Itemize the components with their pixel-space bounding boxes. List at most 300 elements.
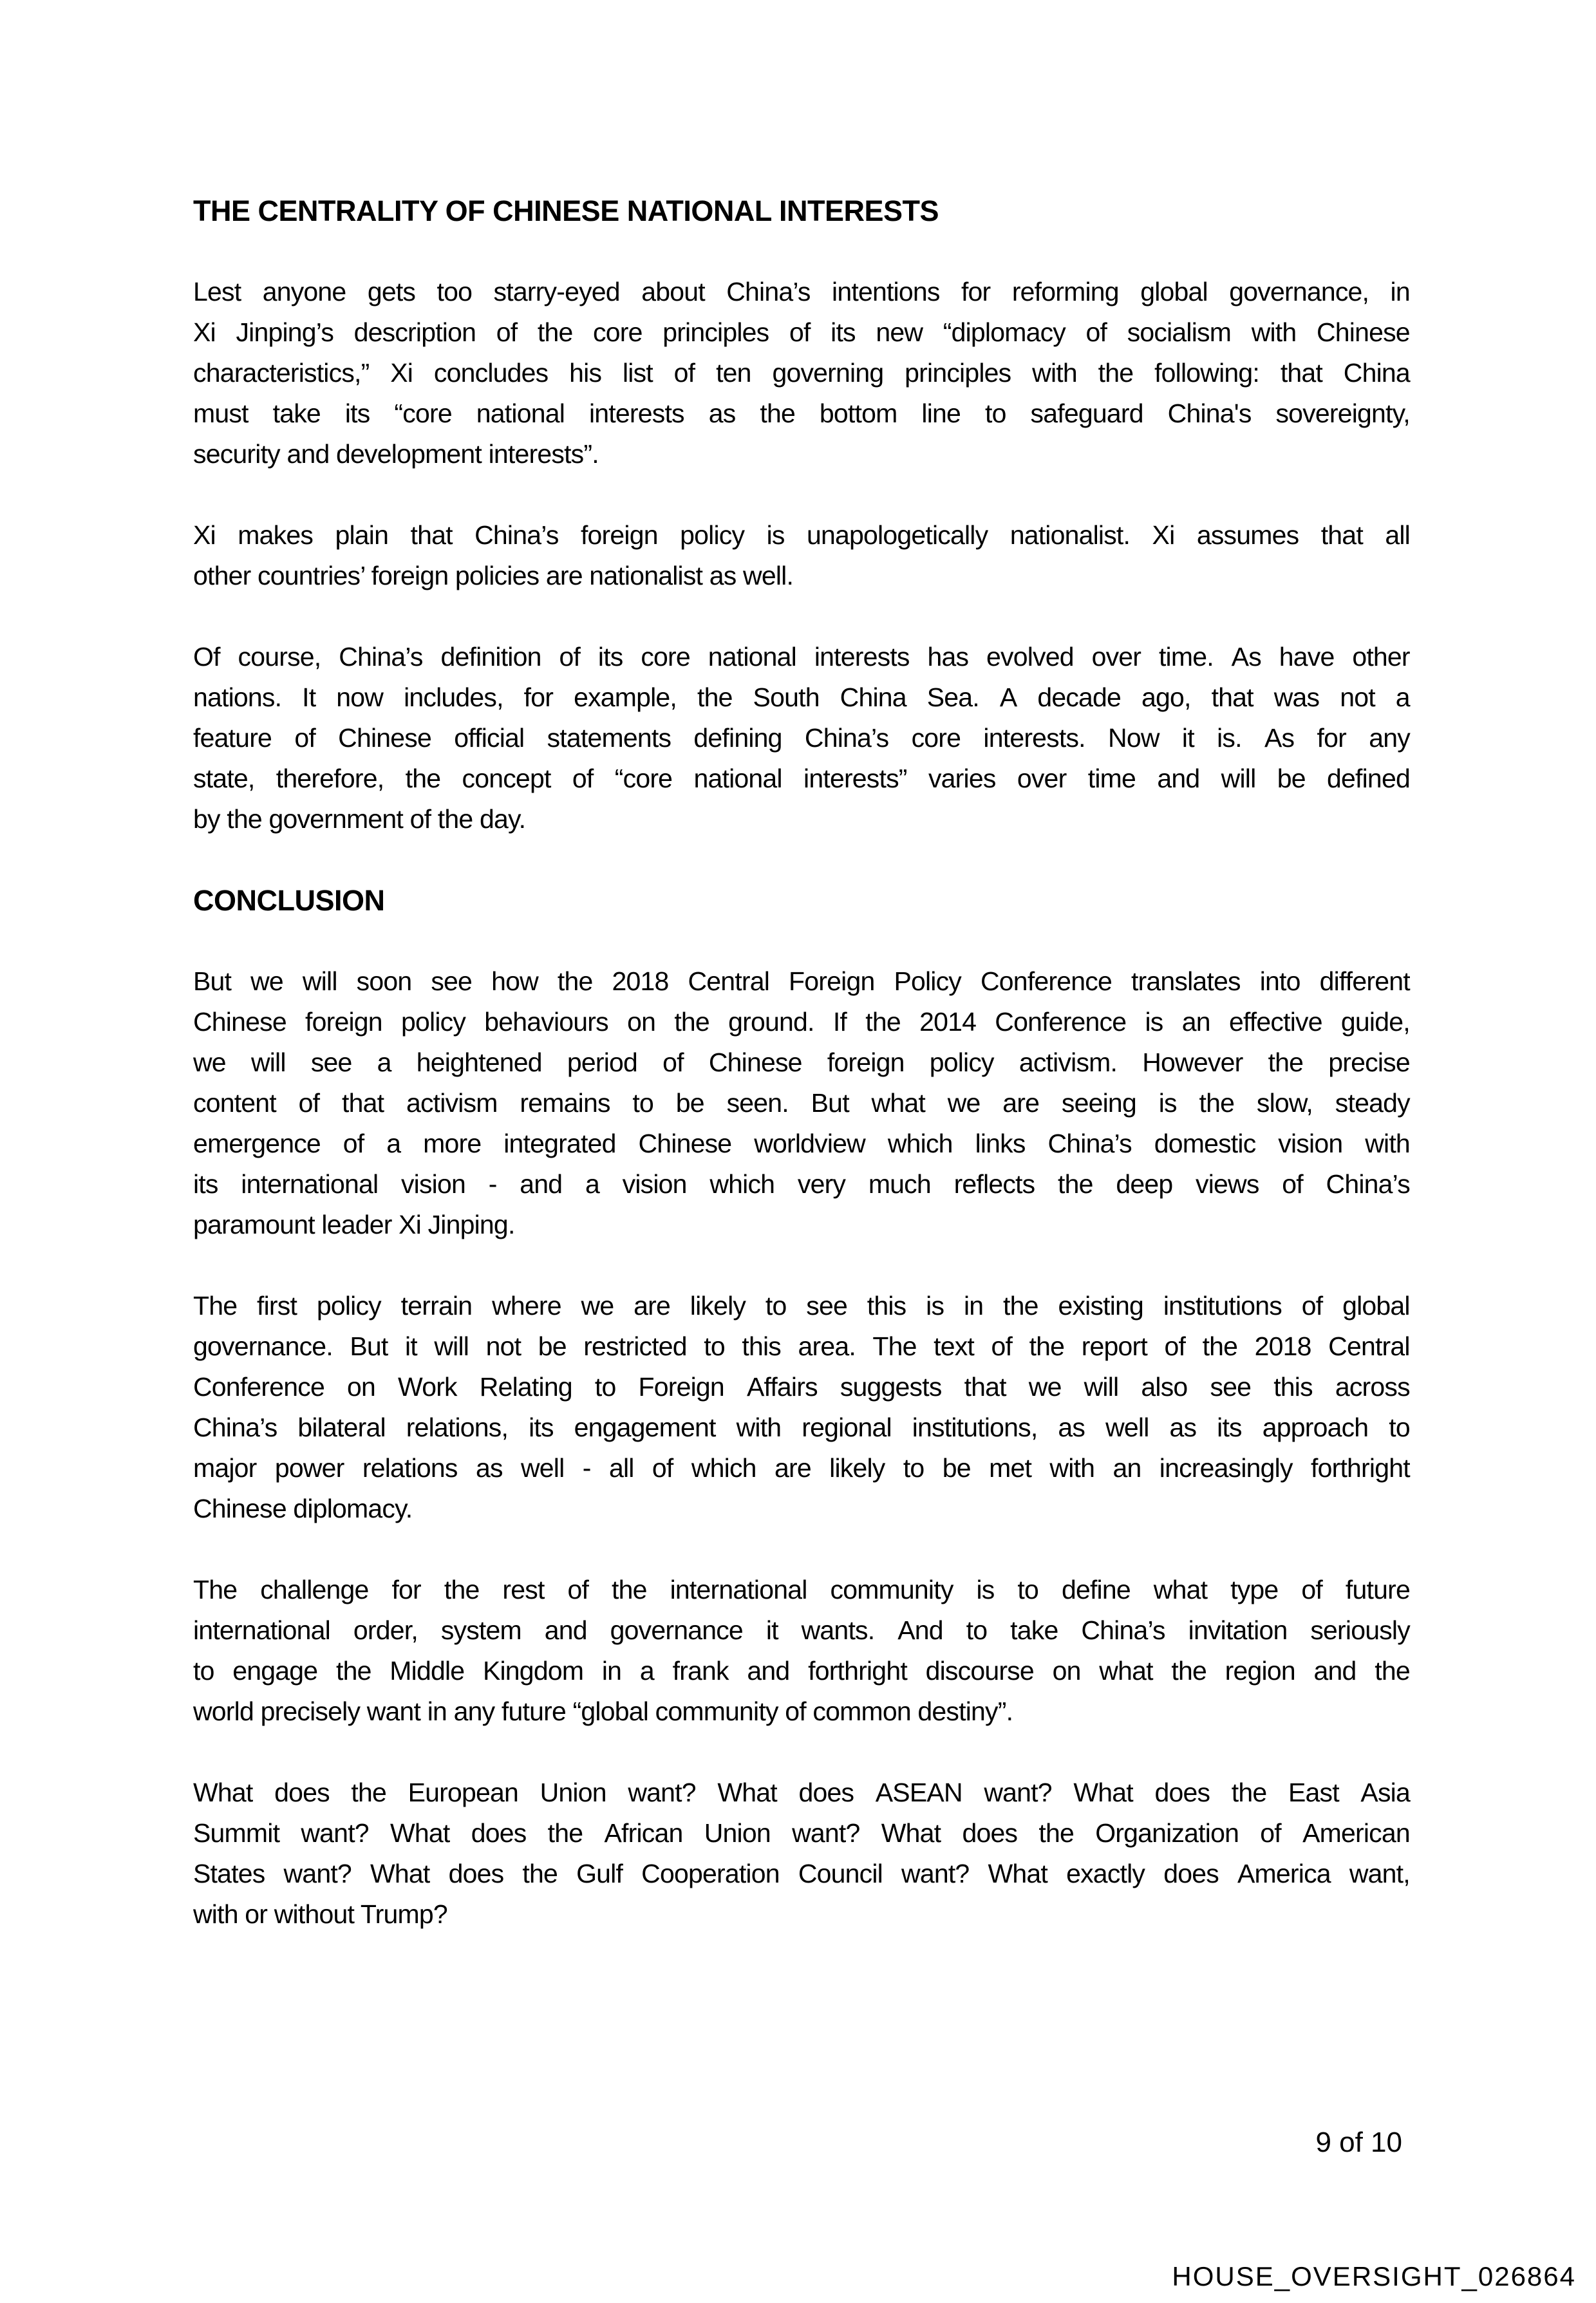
word: Conference: [193, 1372, 324, 1402]
text-line: [193, 1286, 1410, 1326]
word: with: [1032, 358, 1077, 388]
word: approach: [1262, 1413, 1369, 1442]
word: Now: [1108, 723, 1159, 753]
word: Cooperation: [641, 1859, 780, 1888]
word: principles: [662, 317, 769, 347]
text-line: [193, 1123, 1410, 1164]
word: how: [491, 966, 538, 996]
word: system: [440, 1615, 521, 1645]
text-line: paramount leader Xi Jinping.: [193, 1210, 515, 1239]
word: to: [632, 1088, 654, 1118]
word: will: [434, 1331, 469, 1361]
word: well: [1105, 1413, 1149, 1442]
paragraph: [193, 961, 1410, 1245]
word: global: [1342, 1291, 1410, 1321]
word: want?: [283, 1859, 352, 1888]
word: on: [1052, 1656, 1081, 1686]
word: rest: [502, 1575, 545, 1604]
document-content: [193, 191, 1410, 1975]
word: heightened: [416, 1048, 542, 1077]
text-line: [193, 272, 1410, 312]
text-line: [193, 393, 1410, 434]
word: see: [431, 966, 473, 996]
word: Chinese: [193, 1007, 286, 1037]
word: national: [708, 642, 796, 672]
word: South: [753, 682, 820, 712]
text-line: [193, 677, 1410, 718]
paragraph: [193, 637, 1410, 840]
word: global: [1140, 277, 1208, 306]
word: international: [193, 1615, 330, 1645]
word: The: [193, 1291, 238, 1321]
word: sovereignty,: [1275, 399, 1410, 428]
word: where: [492, 1291, 561, 1321]
word: Gulf: [576, 1859, 623, 1888]
word: see: [1210, 1372, 1252, 1402]
word: Chinese: [638, 1129, 732, 1158]
word: are: [774, 1453, 811, 1483]
text-line: [193, 1326, 1410, 1367]
word: plain: [335, 520, 389, 550]
word: are: [1002, 1088, 1040, 1118]
word: the: [697, 682, 733, 712]
word: area.: [798, 1331, 856, 1361]
word: of: [559, 642, 581, 672]
word: foreign: [305, 1007, 382, 1037]
word: for: [961, 277, 991, 306]
word: not: [485, 1331, 521, 1361]
word: order,: [353, 1615, 418, 1645]
word: a: [639, 1656, 654, 1686]
word: engage: [232, 1656, 318, 1686]
word: China’s: [726, 277, 811, 306]
word: does: [448, 1859, 504, 1888]
word: be: [942, 1453, 971, 1483]
word: will: [1084, 1372, 1119, 1402]
text-line: [193, 637, 1410, 677]
word: Conference: [995, 1007, 1127, 1037]
word: suggests: [840, 1372, 942, 1402]
word: Xi: [193, 520, 216, 550]
word: Of: [193, 642, 220, 672]
word: forthright: [1311, 1453, 1410, 1483]
word: soon: [356, 966, 412, 996]
word: the: [1003, 1291, 1038, 1321]
word: a: [377, 1048, 391, 1077]
word: an: [1181, 1007, 1210, 1037]
word: relations,: [406, 1413, 509, 1442]
word: period: [567, 1048, 638, 1077]
word: what: [871, 1088, 925, 1118]
word: of: [789, 317, 811, 347]
word: was: [1273, 682, 1320, 712]
word: we: [250, 966, 283, 996]
word: A: [999, 682, 1017, 712]
word: is: [976, 1575, 995, 1604]
word: the: [351, 1778, 387, 1807]
word: that: [1320, 520, 1363, 550]
word: Xi: [390, 358, 413, 388]
word: its: [529, 1413, 554, 1442]
word: is: [1158, 1088, 1177, 1118]
word: wants.: [801, 1615, 875, 1645]
word: this: [1273, 1372, 1313, 1402]
word: ASEAN: [875, 1778, 962, 1807]
word: an: [1113, 1453, 1141, 1483]
word: it: [1181, 723, 1194, 753]
word: of: [294, 723, 315, 753]
word: Chinese: [1316, 317, 1410, 347]
word: interests”: [803, 764, 907, 793]
word: engagement: [574, 1413, 716, 1442]
word: regional: [802, 1413, 892, 1442]
word: region: [1225, 1656, 1295, 1686]
word: bottom: [819, 399, 897, 428]
word: content: [193, 1088, 276, 1118]
word: Relating: [479, 1372, 572, 1402]
word: Policy: [894, 966, 962, 996]
word: of: [567, 1575, 589, 1604]
word: and: [544, 1615, 587, 1645]
word: all: [1385, 520, 1410, 550]
section-heading-centrality: THE CENTRALITY OF CHINESE NATIONAL INTERESTS: [193, 194, 939, 227]
word: with: [1049, 1453, 1095, 1483]
word: all: [608, 1453, 634, 1483]
word: course,: [238, 642, 321, 672]
word: likely: [690, 1291, 746, 1321]
word: a: [585, 1169, 599, 1199]
word: line: [921, 399, 961, 428]
word: China’s: [804, 723, 889, 753]
word: and: [747, 1656, 790, 1686]
word: is: [1145, 1007, 1163, 1037]
word: be: [538, 1331, 567, 1361]
word: to: [594, 1372, 616, 1402]
word: activism.: [1019, 1048, 1118, 1077]
word: which: [887, 1129, 953, 1158]
word: discourse: [925, 1656, 1034, 1686]
word: has: [927, 642, 969, 672]
word: also: [1141, 1372, 1188, 1402]
word: about: [641, 277, 705, 306]
word: is: [926, 1291, 944, 1321]
word: its: [344, 399, 370, 428]
word: to: [903, 1453, 925, 1483]
word: East: [1288, 1778, 1339, 1807]
word: want?: [901, 1859, 970, 1888]
word: and: [1157, 764, 1200, 793]
word: reflects: [953, 1169, 1035, 1199]
word: too: [437, 277, 473, 306]
word: -: [488, 1169, 497, 1199]
text-line: [193, 1083, 1410, 1123]
word: over: [1091, 642, 1141, 672]
text-line: [193, 1407, 1410, 1448]
word: what: [1099, 1656, 1153, 1686]
word: different: [1319, 966, 1410, 996]
word: What: [717, 1778, 777, 1807]
word: Kingdom: [482, 1656, 584, 1686]
text-line: [193, 1570, 1410, 1610]
word: want,: [1349, 1859, 1410, 1888]
word: of: [298, 1088, 320, 1118]
word: includes,: [404, 682, 503, 712]
word: Union: [704, 1818, 771, 1848]
text-line: [193, 1367, 1410, 1407]
text-line: [193, 515, 1410, 556]
word: gets: [367, 277, 416, 306]
word: relations: [362, 1453, 458, 1483]
word: as: [1169, 1413, 1197, 1442]
word: of: [673, 358, 695, 388]
word: to: [985, 399, 1006, 428]
word: are: [634, 1291, 670, 1321]
word: type: [1230, 1575, 1279, 1604]
word: does: [798, 1778, 854, 1807]
word: its: [831, 317, 856, 347]
word: institutions,: [912, 1413, 1038, 1442]
word: -: [582, 1453, 591, 1483]
word: is: [766, 520, 785, 550]
word: this: [742, 1331, 781, 1361]
word: behaviours: [484, 1007, 608, 1037]
word: China’s: [1047, 1129, 1132, 1158]
word: we: [947, 1088, 981, 1118]
word: text: [934, 1331, 975, 1361]
word: Central: [688, 966, 770, 996]
word: varies: [928, 764, 996, 793]
word: precise: [1328, 1048, 1410, 1077]
word: must: [193, 399, 249, 428]
word: But: [811, 1088, 849, 1118]
word: met: [989, 1453, 1032, 1483]
word: of: [1164, 1331, 1186, 1361]
word: on: [627, 1007, 656, 1037]
word: future: [1345, 1575, 1410, 1604]
word: assumes: [1196, 520, 1299, 550]
text-line: security and development interests”.: [193, 439, 599, 469]
word: take: [1010, 1615, 1058, 1645]
word: concept: [462, 764, 551, 793]
word: exactly: [1066, 1859, 1145, 1888]
word: new: [876, 317, 923, 347]
word: statements: [547, 723, 671, 753]
word: institutions: [1163, 1291, 1282, 1321]
word: as: [1058, 1413, 1085, 1442]
word: unapologetically: [807, 520, 988, 550]
word: the: [1199, 1088, 1235, 1118]
word: the: [1038, 1818, 1074, 1848]
word: activism: [406, 1088, 498, 1118]
word: bilateral: [297, 1413, 386, 1442]
word: a: [386, 1129, 401, 1158]
text-line: [193, 1448, 1410, 1489]
word: What: [390, 1818, 450, 1848]
word: the: [335, 1656, 371, 1686]
word: major: [193, 1453, 257, 1483]
word: this: [867, 1291, 906, 1321]
text-line: [193, 353, 1410, 393]
word: take: [272, 399, 321, 428]
word: 2018: [612, 966, 669, 996]
text-line: [193, 1164, 1410, 1205]
word: emergence: [193, 1129, 321, 1158]
word: seriously: [1310, 1615, 1410, 1645]
word: starry-eyed: [493, 277, 620, 306]
word: decade: [1037, 682, 1122, 712]
word: more: [423, 1129, 482, 1158]
word: Jinping’s: [236, 317, 334, 347]
word: not: [1340, 682, 1375, 712]
text-line: [193, 1042, 1410, 1083]
word: to: [193, 1656, 214, 1686]
word: frank: [672, 1656, 729, 1686]
word: the: [1171, 1656, 1206, 1686]
word: vision: [1278, 1129, 1343, 1158]
word: 2014: [919, 1007, 977, 1037]
word: policy: [401, 1007, 466, 1037]
word: in: [601, 1656, 622, 1686]
text-line: [193, 1854, 1410, 1894]
text-line: [193, 1651, 1410, 1691]
word: the: [612, 1575, 647, 1604]
word: increasingly: [1159, 1453, 1293, 1483]
word: Work: [398, 1372, 457, 1402]
word: first: [257, 1291, 297, 1321]
word: want?: [301, 1818, 369, 1848]
word: we: [193, 1048, 226, 1077]
word: Asia: [1360, 1778, 1410, 1807]
word: views: [1196, 1169, 1259, 1199]
word: the: [1375, 1656, 1410, 1686]
word: Council: [798, 1859, 883, 1888]
word: translates: [1131, 966, 1241, 996]
word: governance.: [193, 1331, 333, 1361]
word: of: [1301, 1575, 1322, 1604]
word: But: [350, 1331, 388, 1361]
word: foreign: [580, 520, 658, 550]
word: slow,: [1256, 1088, 1313, 1118]
word: to: [765, 1291, 787, 1321]
word: What: [988, 1859, 1048, 1888]
word: integrated: [503, 1129, 616, 1158]
word: foreign: [827, 1048, 905, 1077]
word: the: [1029, 1331, 1065, 1361]
word: the: [1058, 1169, 1093, 1199]
word: As: [1231, 642, 1261, 672]
word: China’s: [474, 520, 559, 550]
word: as: [708, 399, 736, 428]
word: very: [797, 1169, 846, 1199]
word: the: [1098, 358, 1134, 388]
word: does: [471, 1818, 527, 1848]
word: However: [1142, 1048, 1243, 1077]
word: does: [274, 1778, 330, 1807]
word: international: [241, 1169, 379, 1199]
word: seen.: [726, 1088, 789, 1118]
word: Lest: [193, 277, 241, 306]
word: Xi: [193, 317, 216, 347]
paragraph: [193, 1772, 1410, 1935]
word: Chinese: [708, 1048, 802, 1077]
word: the: [1231, 1778, 1267, 1807]
word: core: [641, 642, 690, 672]
word: over: [1017, 764, 1067, 793]
word: China’s: [339, 642, 423, 672]
word: worldview: [754, 1129, 865, 1158]
word: Union: [540, 1778, 606, 1807]
word: the: [1268, 1048, 1304, 1077]
word: Conference: [981, 966, 1112, 996]
word: want?: [628, 1778, 696, 1807]
word: Chinese: [338, 723, 431, 753]
word: and: [520, 1169, 563, 1199]
word: ground.: [728, 1007, 814, 1037]
word: will: [250, 1048, 286, 1077]
word: example,: [574, 682, 677, 712]
word: any: [1369, 723, 1410, 753]
word: “diplomacy: [943, 317, 1066, 347]
text-line: [193, 1610, 1410, 1651]
word: policy: [929, 1048, 994, 1077]
word: invitation: [1188, 1615, 1288, 1645]
word: time: [1087, 764, 1136, 793]
word: But: [193, 966, 232, 996]
word: makes: [238, 520, 314, 550]
word: into: [1259, 966, 1300, 996]
word: China: [1343, 358, 1410, 388]
word: his: [569, 358, 602, 388]
word: characteristics,”: [193, 358, 370, 388]
word: guide,: [1340, 1007, 1410, 1037]
word: The: [193, 1575, 238, 1604]
text-line: [193, 312, 1410, 353]
word: does: [1163, 1859, 1219, 1888]
word: principles: [905, 358, 1011, 388]
word: The: [872, 1331, 917, 1361]
word: is.: [1217, 723, 1242, 753]
word: governance,: [1229, 277, 1369, 306]
word: likely: [829, 1453, 885, 1483]
word: report: [1081, 1331, 1147, 1361]
word: what: [1153, 1575, 1208, 1604]
word: we: [581, 1291, 614, 1321]
text-line: [193, 961, 1410, 1002]
word: ago,: [1141, 682, 1191, 712]
word: national: [476, 399, 565, 428]
bates-number-label: HOUSE_OVERSIGHT_026864: [1172, 2261, 1576, 2291]
word: deep: [1116, 1169, 1173, 1199]
word: of: [662, 1048, 684, 1077]
text-line: world precisely want in any future “global community of common destiny”.: [193, 1697, 1013, 1726]
word: China’s: [193, 1413, 277, 1442]
word: on: [347, 1372, 376, 1402]
word: 2018: [1254, 1331, 1311, 1361]
word: much: [868, 1169, 931, 1199]
word: of: [652, 1453, 673, 1483]
word: As: [1264, 723, 1295, 753]
word: will: [302, 966, 337, 996]
word: definition: [440, 642, 541, 672]
word: does: [962, 1818, 1018, 1848]
word: of: [496, 317, 518, 347]
word: description: [353, 317, 476, 347]
word: and: [1313, 1656, 1357, 1686]
text-line: other countries’ foreign policies are nationalist as well.: [193, 561, 794, 590]
word: list: [622, 358, 653, 388]
word: see: [310, 1048, 352, 1077]
word: nationalist.: [1009, 520, 1131, 550]
